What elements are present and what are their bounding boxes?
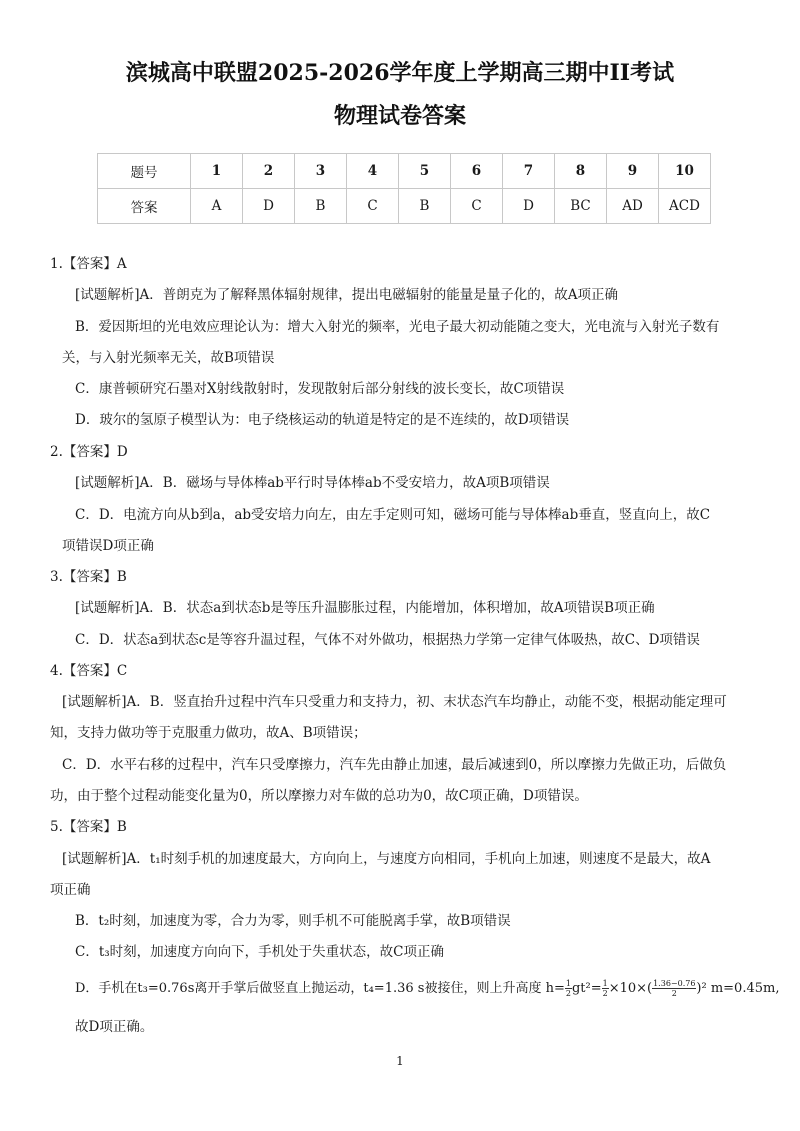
fraction-denominator: 2 — [602, 989, 608, 998]
answer-cell: BC — [555, 189, 607, 224]
explanation-line: 项错误D项正确 — [62, 538, 154, 554]
formula-line — [75, 979, 779, 998]
answer-heading-q2: 2.【答案】D — [50, 444, 128, 460]
answer-heading-q3: 3.【答案】B — [50, 569, 127, 585]
answer-cell: B — [399, 189, 451, 224]
explanation-line: C．D．电流方向从b到a，ab受安培力向左，由左手定则可知，磁场可能与导体棒ab垂直，竖直向上，故C — [75, 507, 711, 523]
row-header-question-number: 题号 — [98, 154, 191, 189]
question-number-cell: 5 — [399, 154, 451, 189]
fraction-half — [565, 979, 572, 998]
answer-heading-q1: 1.【答案】A — [50, 256, 127, 272]
answer-heading-q5: 5.【答案】B — [50, 819, 127, 835]
fraction-numerator: 1 — [602, 979, 608, 988]
question-number-cell: 9 — [607, 154, 659, 189]
explanation-line: B．爱因斯坦的光电效应理论认为：增大入射光的频率，光电子最大初动能随之变大，光电流与入射光子数有 — [75, 319, 720, 335]
fraction-numerator: 1 — [565, 979, 571, 988]
row-header-answer: 答案 — [98, 189, 191, 224]
document-subtitle: 物理试卷答案 — [333, 103, 466, 129]
fraction-numerator: 1.36−0.76 — [653, 979, 696, 988]
explanation-line: D．玻尔的氢原子模型认为：电子绕核运动的轨道是特定的是不连续的，故D项错误 — [75, 412, 570, 428]
formula-suffix: )² m=0.45m, — [696, 981, 780, 996]
answer-cell: ACD — [659, 189, 711, 224]
explanation-line: [试题解析]A．B．状态a到状态b是等压升温膨胀过程，内能增加，体积增加，故A项错误B项正确 — [75, 600, 655, 616]
page-number: 1 — [396, 1054, 404, 1068]
question-number-cell: 2 — [243, 154, 295, 189]
document-title: 滨城高中联盟2025-2026学年度上学期高三期中II考试 — [125, 60, 675, 86]
answer-cell: C — [451, 189, 503, 224]
explanation-line: [试题解析]A．B．竖直抬升过程中汽车只受重力和支持力，初、末状态汽车均静止，动能不变，根据动能定理可 — [62, 694, 727, 710]
answer-cell: B — [295, 189, 347, 224]
fraction-denominator: 2 — [671, 989, 677, 998]
explanation-line: B．t₂时刻，加速度为零，合力为零，则手机不可能脱离手掌，故B项错误 — [75, 913, 511, 929]
answer-heading-q4: 4.【答案】C — [50, 663, 128, 679]
explanation-line: 项正确 — [50, 882, 91, 898]
question-number-cell: 4 — [347, 154, 399, 189]
explanation-line: C．康普顿研究石墨对X射线散射时，发现散射后部分射线的波长变长，故C项错误 — [75, 381, 565, 397]
question-number-cell: 6 — [451, 154, 503, 189]
explanation-line: 故D项正确。 — [75, 1019, 154, 1035]
explanation-line: C．D．水平右移的过程中，汽车只受摩擦力，汽车先由静止加速，最后减速到0，所以摩擦力先做正功，后做负 — [62, 757, 727, 773]
explanation-line: C．t₃时刻，加速度方向向下，手机处于失重状态，故C项正确 — [75, 944, 444, 960]
question-number-cell: 10 — [659, 154, 711, 189]
question-number-cell: 3 — [295, 154, 347, 189]
answer-cell: D — [243, 189, 295, 224]
answer-table-number-row — [98, 154, 711, 189]
question-number-cell: 8 — [555, 154, 607, 189]
question-number-cell: 7 — [503, 154, 555, 189]
explanation-line: [试题解析]A．B．磁场与导体棒ab平行时导体棒ab不受安培力，故A项B项错误 — [75, 475, 550, 491]
answer-cell: A — [191, 189, 243, 224]
answer-cell: C — [347, 189, 399, 224]
formula-times-g: ×10×( — [608, 981, 653, 996]
explanation-line: 功，由于整个过程动能变化量为0，所以摩擦力对车做的总功为0，故C项正确，D项错误。 — [50, 788, 588, 804]
question-number-cell: 1 — [191, 154, 243, 189]
fraction-denominator: 2 — [565, 989, 571, 998]
explanation-line: C．D．状态a到状态c是等容升温过程，气体不对外做功，根据热力学第一定律气体吸热，故C、D项错误 — [75, 632, 700, 648]
fraction-half — [602, 979, 609, 998]
explanation-line: 关，与入射光频率无关，故B项错误 — [62, 350, 275, 366]
answer-cell: D — [503, 189, 555, 224]
answer-cell: AD — [607, 189, 659, 224]
fraction-time-interval — [652, 979, 696, 998]
answer-table — [97, 153, 711, 224]
formula-gt2: gt²= — [571, 981, 602, 996]
explanation-line: 知，支持力做功等于克服重力做功，故A、B项错误； — [50, 725, 367, 741]
formula-prefix: D．手机在t₃=0.76s离开手掌后做竖直上抛运动，t₄=1.36 s被接住，则上升高度 h= — [75, 981, 565, 996]
explanation-line: [试题解析]A．普朗克为了解释黑体辐射规律，提出电磁辐射的能量是量子化的，故A项正确 — [75, 287, 619, 303]
answer-table-answer-row — [98, 189, 711, 224]
explanation-line: [试题解析]A．t₁时刻手机的加速度最大，方向向上，与速度方向相同，手机向上加速，则速度不是最大，故A — [62, 851, 711, 867]
